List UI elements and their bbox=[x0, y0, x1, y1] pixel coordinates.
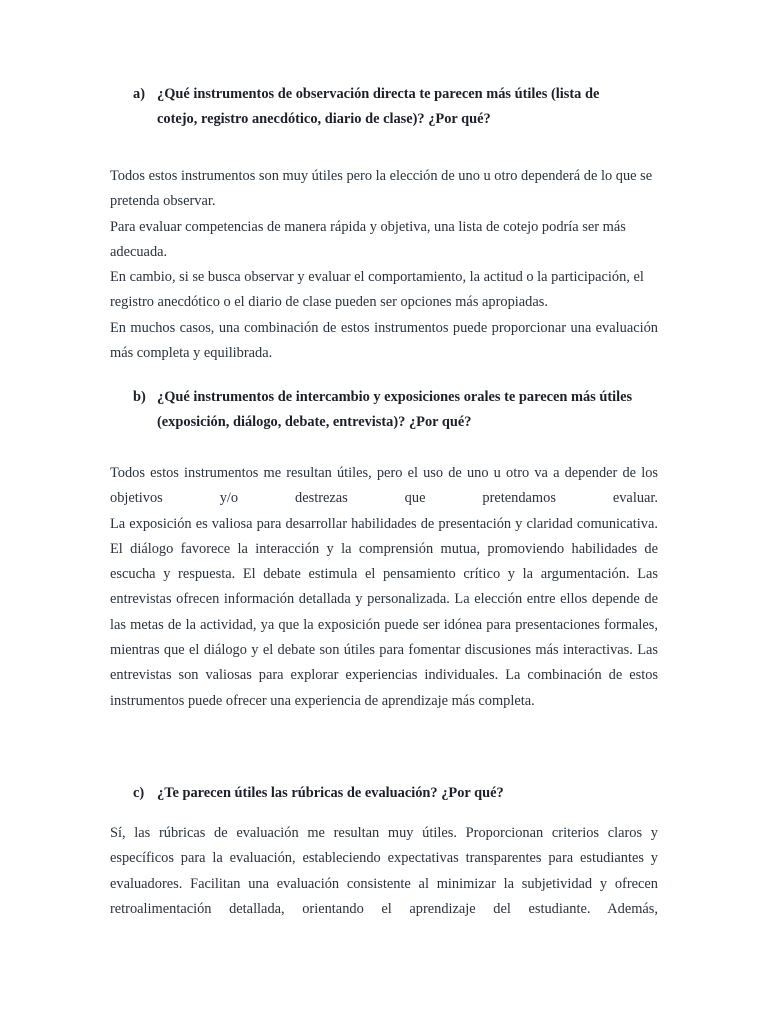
section-b bbox=[0, 385, 768, 714]
question-a bbox=[133, 82, 643, 132]
answer-a bbox=[110, 164, 658, 366]
answer-a-paragraph-1: Todos estos instrumentos son muy útiles pero la elección de uno u otro dependerá de lo que se pretenda observar. bbox=[110, 168, 653, 210]
question-b-text: ¿Qué instrumentos de intercambio y exposiciones orales te parecen más útiles (exposición, diálogo, debate, entrevista)? ¿Por qué? bbox=[157, 389, 633, 430]
question-b-letter: b) bbox=[133, 389, 146, 405]
section-c bbox=[0, 781, 768, 922]
answer-a-paragraph-2: Para evaluar competencias de manera rápida y objetiva, una lista de cotejo podría ser más adecuada. bbox=[110, 218, 626, 260]
question-c-text: ¿Te parecen útiles las rúbricas de evaluación? ¿Por qué? bbox=[157, 785, 504, 801]
question-c-letter: c) bbox=[133, 785, 145, 801]
answer-c bbox=[110, 821, 658, 922]
question-b bbox=[133, 385, 643, 435]
answer-a-paragraph-4: En muchos casos, una combinación de estos instrumentos puede proporcionar una evaluación más completa y equilibrada. bbox=[110, 319, 658, 362]
answer-c-paragraph-1: Sí, las rúbricas de evaluación me resultan muy útiles. Proporcionan criterios claros y específicos para la evaluación, estableciendo expectativas transparentes para estudiantes y evaluadores. Facilitan una evaluación consistente al minimizar la subjetividad y ofrecen retroalimentación detallada, orientando el aprendizaje del estudiante. Además, bbox=[110, 825, 658, 917]
question-a-text: ¿Qué instrumentos de observación directa te parecen más útiles (lista de cotejo, registro anecdótico, diario de clase)? ¿Por qué? bbox=[157, 86, 600, 127]
answer-a-paragraph-3: En cambio, si se busca observar y evaluar el comportamiento, la actitud o la participación, el registro anecdótico o el diario de clase pueden ser opciones más apropiadas. bbox=[110, 269, 644, 311]
answer-b-paragraph-1: Todos estos instrumentos me resultan útiles, pero el uso de uno u otro va a depender de los objetivos y/o destrezas que pretendamos evaluar. bbox=[110, 465, 658, 507]
section-a bbox=[0, 82, 768, 366]
answer-b-paragraph-2: La exposición es valiosa para desarrollar habilidades de presentación y claridad comunicativa. El diálogo favorece la interacción y la comprensión mutua, promoviendo habilidades de escucha y respuesta. El debate estimula el pensamiento crítico y la argumentación. Las entrevistas ofrecen información detallada y personalizada. La elección entre ellos depende de las metas de la actividad, ya que la exposición puede ser idónea para presentaciones formales, mientras que el diálogo y el debate son útiles para fomentar discusiones más interactivas. Las entrevistas son valiosas para explorar experiencias individuales. La combinación de estos instrumentos puede ofrecer una experiencia de aprendizaje más completa. bbox=[110, 515, 658, 709]
question-c bbox=[133, 781, 643, 806]
question-a-letter: a) bbox=[133, 86, 145, 102]
answer-b bbox=[110, 461, 658, 714]
